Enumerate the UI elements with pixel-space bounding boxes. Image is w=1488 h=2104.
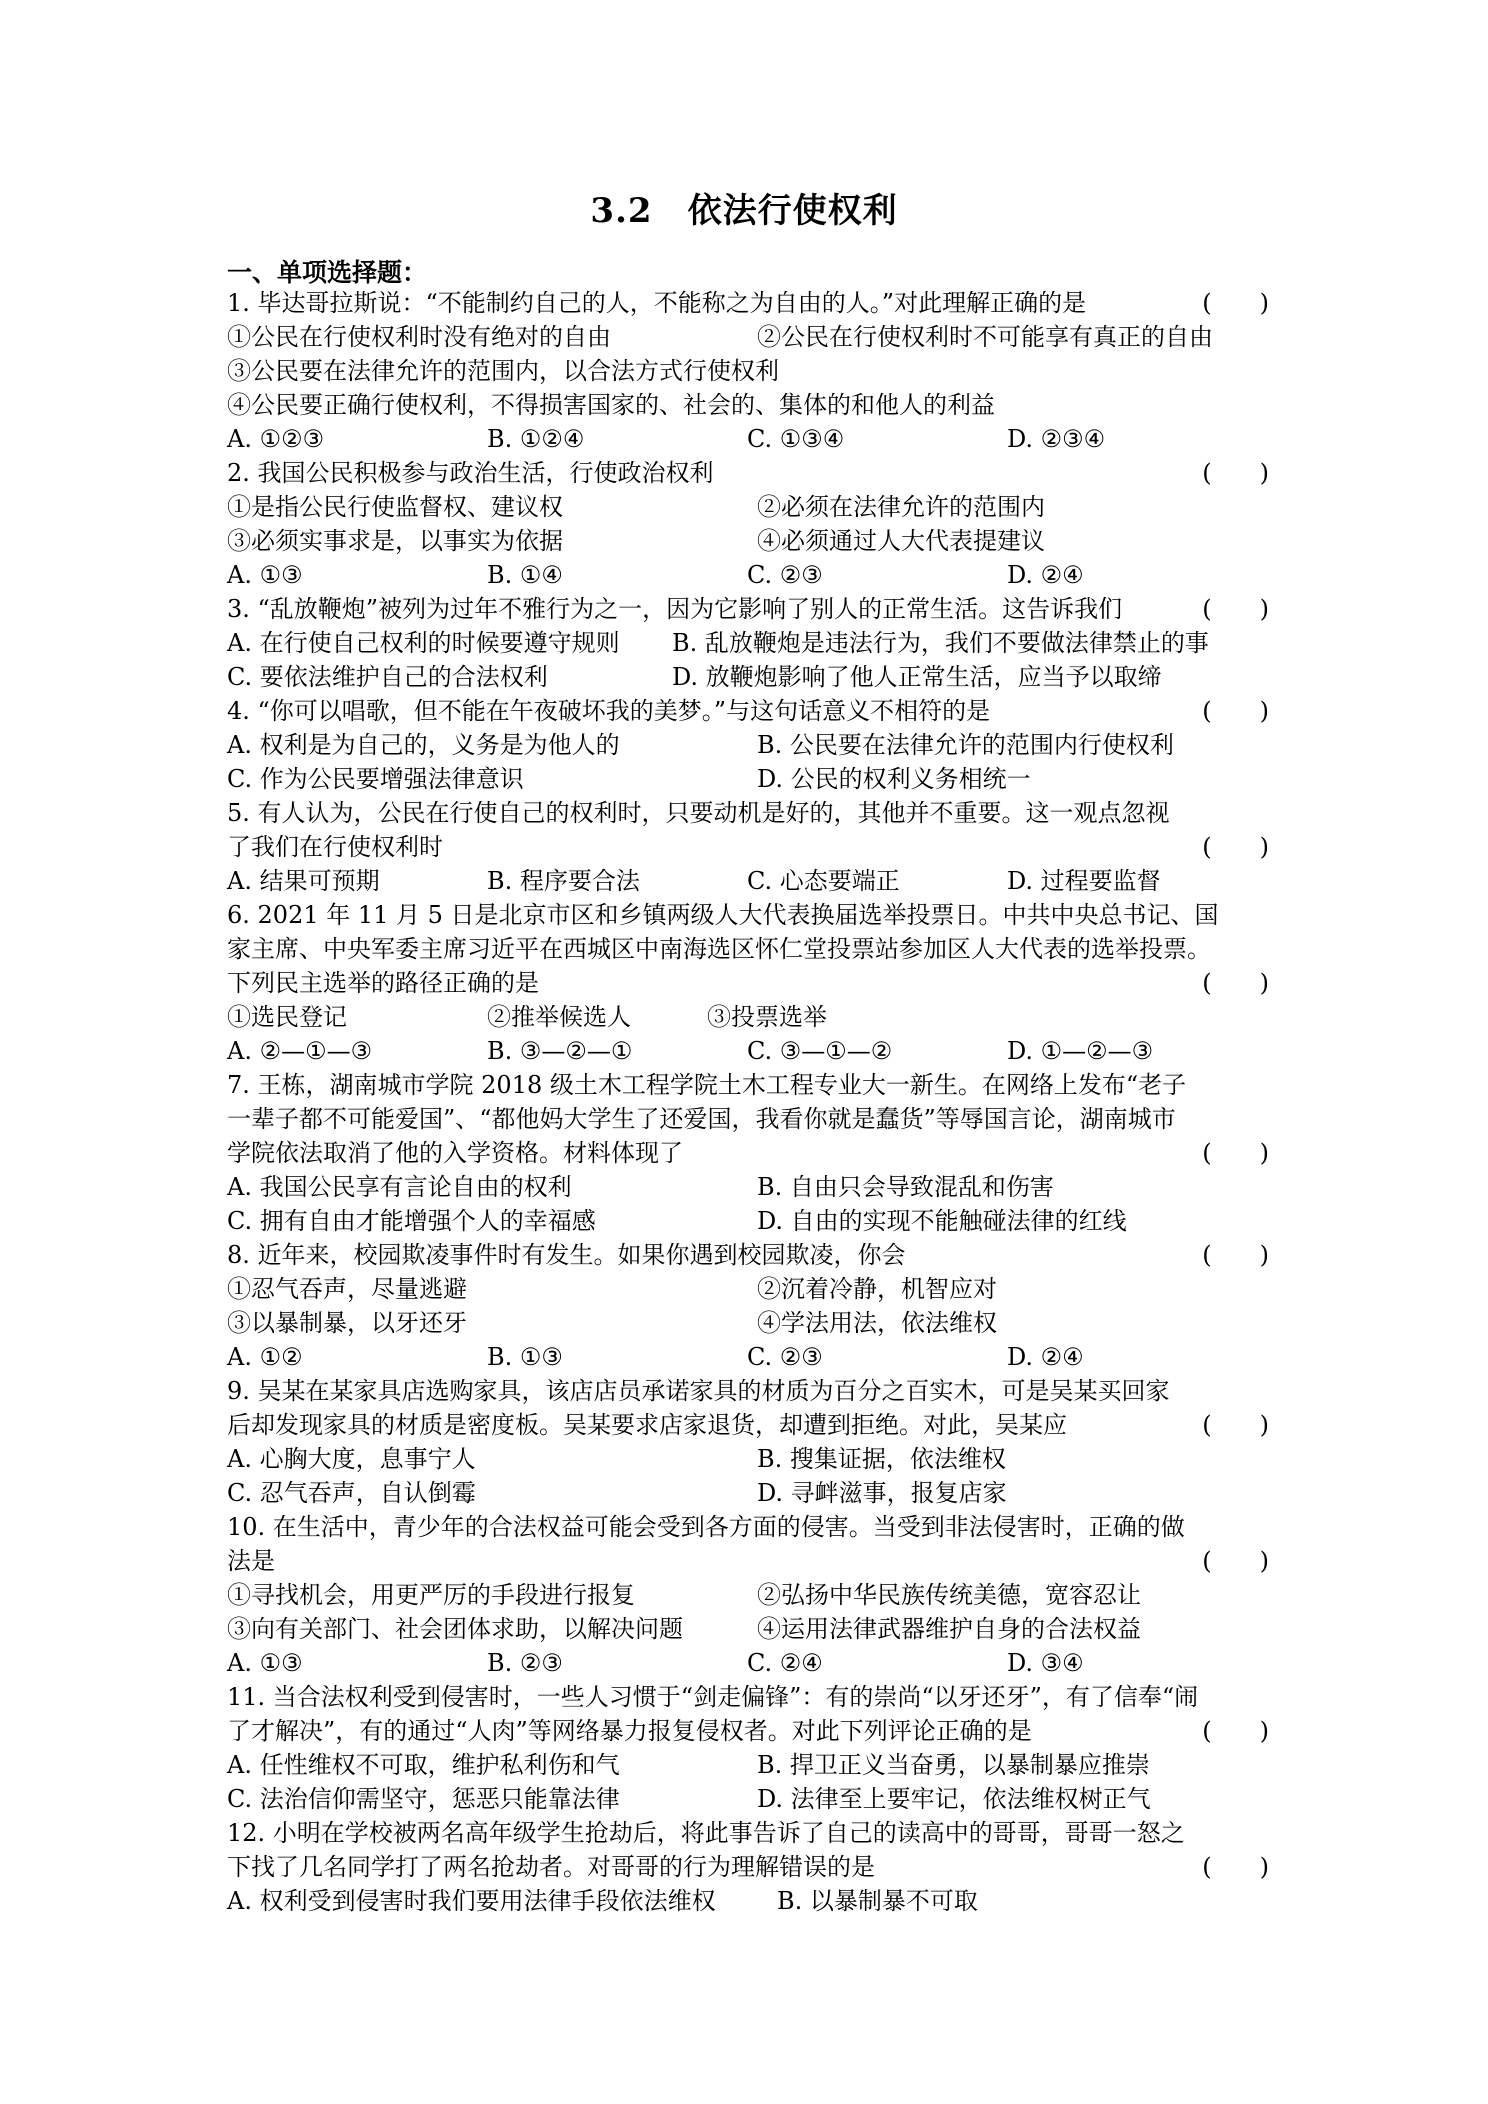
option-d: D. ③④ — [1007, 1649, 1084, 1677]
stem-text: 下列民主选举的路径正确的是 — [227, 969, 539, 997]
option-b: B. ③—②—① — [487, 1037, 633, 1065]
answer-blank: ( ) — [1202, 1411, 1269, 1439]
question-8-statements-a — [227, 1272, 1277, 1306]
stem-text: 5. 有人认为，公民在行使自己的权利时，只要动机是好的，其他并不重要。这一观点忽视 — [227, 799, 1170, 827]
option-c: C. ②③ — [747, 561, 823, 589]
question-10-statements-b — [227, 1612, 1277, 1646]
question-6-stem-line2 — [227, 932, 1277, 966]
option-d: D. 过程要监督 — [1007, 867, 1161, 895]
answer-blank: ( ) — [1202, 833, 1269, 861]
option-b: B. 搜集证据，依法维权 — [757, 1445, 1006, 1473]
option-c: C. 心态要端正 — [747, 867, 900, 895]
option-b: B. 捍卫正义当奋勇，以暴制暴应推崇 — [757, 1751, 1150, 1779]
answer-blank: ( ) — [1202, 1139, 1269, 1167]
question-3-options-ab — [227, 626, 1277, 660]
question-9-options-ab — [227, 1442, 1277, 1476]
statement-2: ②弘扬中华民族传统美德，宽容忍让 — [757, 1581, 1141, 1609]
question-6-stem-line3 — [227, 966, 1277, 1000]
option-b: B. 公民要在法律允许的范围内行使权利 — [757, 731, 1174, 759]
statement-2: ②沉着冷静，机智应对 — [757, 1275, 997, 1303]
answer-blank: ( ) — [1202, 1717, 1269, 1745]
question-8-options — [227, 1340, 1277, 1374]
stem-text: 7. 王栋，湖南城市学院 2018 级土木工程学院土木工程专业大一新生。在网络上发布“老子 — [227, 1071, 1187, 1099]
stem-text: 3. “乱放鞭炮”被列为过年不雅行为之一，因为它影响了别人的正常生活。这告诉我们 — [227, 595, 1123, 623]
question-9-stem-line2 — [227, 1408, 1277, 1442]
statement-3: ③投票选举 — [707, 1003, 827, 1031]
stem-text: 6. 2021 年 11 月 5 日是北京市区和乡镇两级人大代表换届选举投票日。中共中央总书记、国 — [227, 901, 1219, 929]
answer-blank: ( ) — [1202, 1853, 1269, 1881]
question-9-options-cd — [227, 1476, 1277, 1510]
question-6-statements — [227, 1000, 1277, 1034]
question-12-options-ab — [227, 1884, 1277, 1918]
statement-1: ①寻找机会，用更严厉的手段进行报复 — [227, 1581, 635, 1609]
option-a: A. ①③ — [227, 1649, 303, 1677]
answer-blank: ( ) — [1202, 697, 1269, 725]
stem-text: 了我们在行使权利时 — [227, 833, 443, 861]
option-b: B. 自由只会导致混乱和伤害 — [757, 1173, 1054, 1201]
option-c: C. ③—①—② — [747, 1037, 893, 1065]
statement-1: ①选民登记 — [227, 1003, 347, 1031]
question-10-options — [227, 1646, 1277, 1680]
option-d: D. 自由的实现不能触碰法律的红线 — [757, 1207, 1127, 1235]
statement-2: ②公民在行使权利时不可能享有真正的自由 — [757, 323, 1213, 351]
stem-text: 法是 — [227, 1547, 275, 1575]
answer-blank: ( ) — [1202, 289, 1269, 317]
option-b: B. 乱放鞭炮是违法行为，我们不要做法律禁止的事 — [672, 629, 1209, 657]
option-a: A. ①③ — [227, 561, 303, 589]
option-d: D. 公民的权利义务相统一 — [757, 765, 1031, 793]
question-10-stem-line2 — [227, 1544, 1277, 1578]
option-c: C. 忍气吞声，自认倒霉 — [227, 1479, 476, 1507]
question-2-stem — [227, 456, 1277, 490]
option-a: A. ①②③ — [227, 425, 325, 453]
option-c: C. 要依法维护自己的合法权利 — [227, 663, 548, 691]
answer-blank: ( ) — [1202, 1241, 1269, 1269]
statement-1: ①公民在行使权利时没有绝对的自由 — [227, 323, 611, 351]
stem-text: 4. “你可以唱歌，但不能在午夜破坏我的美梦。”与这句话意义不相符的是 — [227, 697, 991, 725]
question-1-stem — [227, 286, 1277, 320]
statement-4: ④运用法律武器维护自身的合法权益 — [757, 1615, 1141, 1643]
option-a: A. 任性维权不可取，维护私利伤和气 — [227, 1751, 620, 1779]
option-d: D. 寻衅滋事，报复店家 — [757, 1479, 1007, 1507]
question-7-options-cd — [227, 1204, 1277, 1238]
option-a: A. 在行使自己权利的时候要遵守规则 — [227, 629, 620, 657]
option-b: B. ①②④ — [487, 425, 585, 453]
stem-text: 9. 吴某在某家具店选购家具，该店店员承诺家具的材质为百分之百实木，可是吴某买回家 — [227, 1377, 1170, 1405]
option-a: A. 我国公民享有言论自由的权利 — [227, 1173, 572, 1201]
answer-blank: ( ) — [1202, 459, 1269, 487]
question-12-stem-line1 — [227, 1816, 1277, 1850]
question-2-statements-a — [227, 490, 1277, 524]
question-11-stem-line2 — [227, 1714, 1277, 1748]
question-3-options-cd — [227, 660, 1277, 694]
question-5-options — [227, 864, 1277, 898]
option-d: D. 放鞭炮影响了他人正常生活，应当予以取缔 — [672, 663, 1162, 691]
statement-3: ③向有关部门、社会团体求助，以解决问题 — [227, 1615, 683, 1643]
question-6-stem-line1 — [227, 898, 1277, 932]
option-b: B. ①④ — [487, 561, 563, 589]
question-7-options-ab — [227, 1170, 1277, 1204]
option-b: B. ②③ — [487, 1649, 563, 1677]
option-c: C. ②④ — [747, 1649, 823, 1677]
stem-text: 8. 近年来，校园欺凌事件时有发生。如果你遇到校园欺凌，你会 — [227, 1241, 906, 1269]
question-3-stem — [227, 592, 1277, 626]
question-4-options-ab — [227, 728, 1277, 762]
statement-3: ③必须实事求是，以事实为依据 — [227, 527, 563, 555]
question-5-stem-line1 — [227, 796, 1277, 830]
answer-blank: ( ) — [1202, 1547, 1269, 1575]
option-c: C. 拥有自由才能增强个人的幸福感 — [227, 1207, 596, 1235]
option-a: A. 心胸大度，息事宁人 — [227, 1445, 476, 1473]
question-6-options — [227, 1034, 1277, 1068]
question-7-stem-line2 — [227, 1102, 1277, 1136]
stem-text: 11. 当合法权利受到侵害时，一些人习惯于“剑走偏锋”：有的崇尚“以牙还牙”，有了信奉“闹 — [227, 1683, 1199, 1711]
question-10-stem-line1 — [227, 1510, 1277, 1544]
statement-4: ④学法用法，依法维权 — [757, 1309, 997, 1337]
stem-text: 家主席、中央军委主席习近平在西城区中南海选区怀仁堂投票站参加区人大代表的选举投票。 — [227, 935, 1211, 963]
statement-1: ①是指公民行使监督权、建议权 — [227, 493, 563, 521]
statement-4: ④公民要正确行使权利，不得损害国家的、社会的、集体的和他人的利益 — [227, 391, 995, 419]
stem-text: 10. 在生活中，青少年的合法权益可能会受到各方面的侵害。当受到非法侵害时，正确的做 — [227, 1513, 1185, 1541]
stem-text: 了才解决”，有的通过“人肉”等网络暴力报复侵权者。对此下列评论正确的是 — [227, 1717, 1032, 1745]
question-8-stem — [227, 1238, 1277, 1272]
option-d: D. ②③④ — [1007, 425, 1106, 453]
question-9-stem-line1 — [227, 1374, 1277, 1408]
question-list — [227, 286, 1277, 1918]
question-7-stem-line1 — [227, 1068, 1277, 1102]
option-d: D. ②④ — [1007, 561, 1084, 589]
question-1-options — [227, 422, 1277, 456]
option-a: A. 结果可预期 — [227, 867, 380, 895]
question-11-options-ab — [227, 1748, 1277, 1782]
option-c: C. 作为公民要增强法律意识 — [227, 765, 524, 793]
option-a: A. ①② — [227, 1343, 303, 1371]
option-d: D. ②④ — [1007, 1343, 1084, 1371]
answer-blank: ( ) — [1202, 969, 1269, 997]
stem-text: 2. 我国公民积极参与政治生活，行使政治权利 — [227, 459, 714, 487]
page-title: 3.2 依法行使权利 — [590, 191, 898, 231]
stem-text: 学院依法取消了他的入学资格。材料体现了 — [227, 1139, 683, 1167]
question-1-statement-3 — [227, 354, 1277, 388]
statement-2: ②推举候选人 — [487, 1003, 631, 1031]
question-2-statements-b — [227, 524, 1277, 558]
question-11-stem-line1 — [227, 1680, 1277, 1714]
option-d: D. ①—②—③ — [1007, 1037, 1154, 1065]
question-11-options-cd — [227, 1782, 1277, 1816]
statement-2: ②必须在法律允许的范围内 — [757, 493, 1045, 521]
question-7-stem-line3 — [227, 1136, 1277, 1170]
question-12-stem-line2 — [227, 1850, 1277, 1884]
stem-text: 1. 毕达哥拉斯说：“不能制约自己的人，不能称之为自由的人。”对此理解正确的是 — [227, 289, 1087, 317]
option-a: A. 权利是为自己的，义务是为他人的 — [227, 731, 620, 759]
stem-text: 下找了几名同学打了两名抢劫者。对哥哥的行为理解错误的是 — [227, 1853, 875, 1881]
option-a: A. ②—①—③ — [227, 1037, 373, 1065]
section-heading: 一、单项选择题： — [227, 258, 428, 287]
stem-text: 12. 小明在学校被两名高年级学生抢劫后，将此事告诉了自己的读高中的哥哥，哥哥一怒之 — [227, 1819, 1185, 1847]
question-4-options-cd — [227, 762, 1277, 796]
option-a: A. 权利受到侵害时我们要用法律手段依法维权 — [227, 1887, 716, 1915]
statement-3: ③公民要在法律允许的范围内，以合法方式行使权利 — [227, 357, 779, 385]
question-8-statements-b — [227, 1306, 1277, 1340]
statement-4: ④必须通过人大代表提建议 — [757, 527, 1045, 555]
question-1-statement-4 — [227, 388, 1277, 422]
option-d: D. 法律至上要牢记，依法维权树正气 — [757, 1785, 1151, 1813]
stem-text: 一辈子都不可能爱国”、“都他妈大学生了还爱国，我看你就是蠢货”等辱国言论，湖南城市 — [227, 1105, 1176, 1133]
answer-blank: ( ) — [1202, 595, 1269, 623]
option-c: C. ①③④ — [747, 425, 845, 453]
question-10-statements-a — [227, 1578, 1277, 1612]
question-1-statements — [227, 320, 1277, 354]
question-4-stem — [227, 694, 1277, 728]
option-c: C. 法治信仰需坚守，惩恶只能靠法律 — [227, 1785, 620, 1813]
statement-3: ③以暴制暴，以牙还牙 — [227, 1309, 467, 1337]
statement-1: ①忍气吞声，尽量逃避 — [227, 1275, 467, 1303]
option-c: C. ②③ — [747, 1343, 823, 1371]
question-2-options — [227, 558, 1277, 592]
stem-text: 后却发现家具的材质是密度板。吴某要求店家退货，却遭到拒绝。对此，吴某应 — [227, 1411, 1067, 1439]
option-b: B. 以暴制暴不可取 — [777, 1887, 978, 1915]
option-b: B. ①③ — [487, 1343, 563, 1371]
question-5-stem-line2 — [227, 830, 1277, 864]
option-b: B. 程序要合法 — [487, 867, 640, 895]
